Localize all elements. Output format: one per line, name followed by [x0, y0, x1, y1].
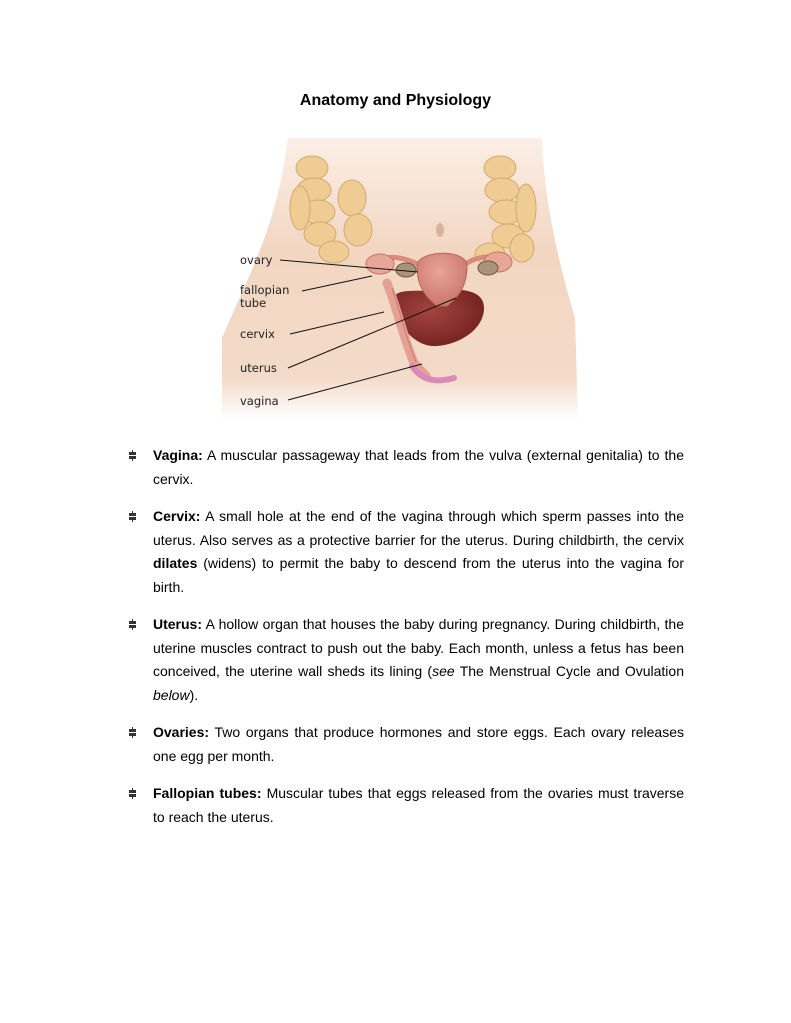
term-ovaries: Ovaries:	[153, 724, 210, 740]
def-vagina: A muscular passageway that leads from the vulva (external genitalia) to the cervix.	[153, 447, 684, 487]
definition-list	[126, 444, 684, 843]
term-cervix: Cervix:	[153, 508, 201, 524]
label-fallopian-2: tube	[240, 296, 267, 310]
list-item-vagina	[126, 444, 684, 491]
bullet-icon	[128, 788, 137, 799]
term-vagina: Vagina:	[153, 447, 203, 463]
ovary-right	[478, 261, 498, 275]
page-title: Anatomy and Physiology	[299, 92, 492, 109]
bullet-icon	[128, 450, 137, 461]
list-item-uterus	[126, 613, 684, 707]
def-fallopian: Muscular tubes that eggs released from the ovaries must traverse to reach the uterus.	[153, 785, 685, 825]
def-uterus-c: ).	[189, 686, 199, 703]
label-cervix: cervix	[240, 327, 275, 341]
label-vagina: vagina	[240, 394, 279, 408]
list-item-fallopian	[126, 782, 684, 829]
def-ovaries: Two organs that produce hormones and store eggs. Each ovary releases one egg per month.	[153, 724, 684, 764]
def-cervix-b: (widens) to permit the baby to descend from the uterus into the vagina for birth.	[153, 555, 684, 595]
def-uterus-italic-2: below	[153, 686, 190, 703]
label-uterus: uterus	[240, 361, 277, 375]
list-item-ovaries	[126, 721, 684, 768]
def-uterus-italic-1: see	[432, 663, 455, 679]
navel	[436, 223, 444, 237]
list-item-cervix	[126, 505, 684, 599]
def-cervix-a: A small hole at the end of the vagina through which sperm passes into the uterus. Also serves as a protective barrier for the uterus. During childbirth, the cervix	[153, 508, 684, 548]
anatomy-illustration	[222, 138, 578, 420]
bullet-icon	[128, 511, 137, 522]
def-cervix-bold: dilates	[153, 555, 198, 571]
anatomy-diagram	[222, 138, 578, 420]
term-fallopian: Fallopian tubes:	[153, 785, 262, 801]
def-uterus-a: A hollow organ that houses the baby during pregnancy. During childbirth, the uterine muscles contract to push out the baby. Each month, unless a fetus has been conceived, the uterine wall sheds its lining (	[153, 616, 684, 679]
label-ovary: ovary	[240, 253, 273, 267]
def-uterus-b: The Menstrual Cycle and Ovulation	[454, 663, 684, 679]
label-fallopian-1: fallopian	[240, 283, 290, 297]
bullet-icon	[128, 727, 137, 738]
bullet-icon	[128, 619, 137, 630]
term-uterus: Uterus:	[153, 616, 203, 632]
